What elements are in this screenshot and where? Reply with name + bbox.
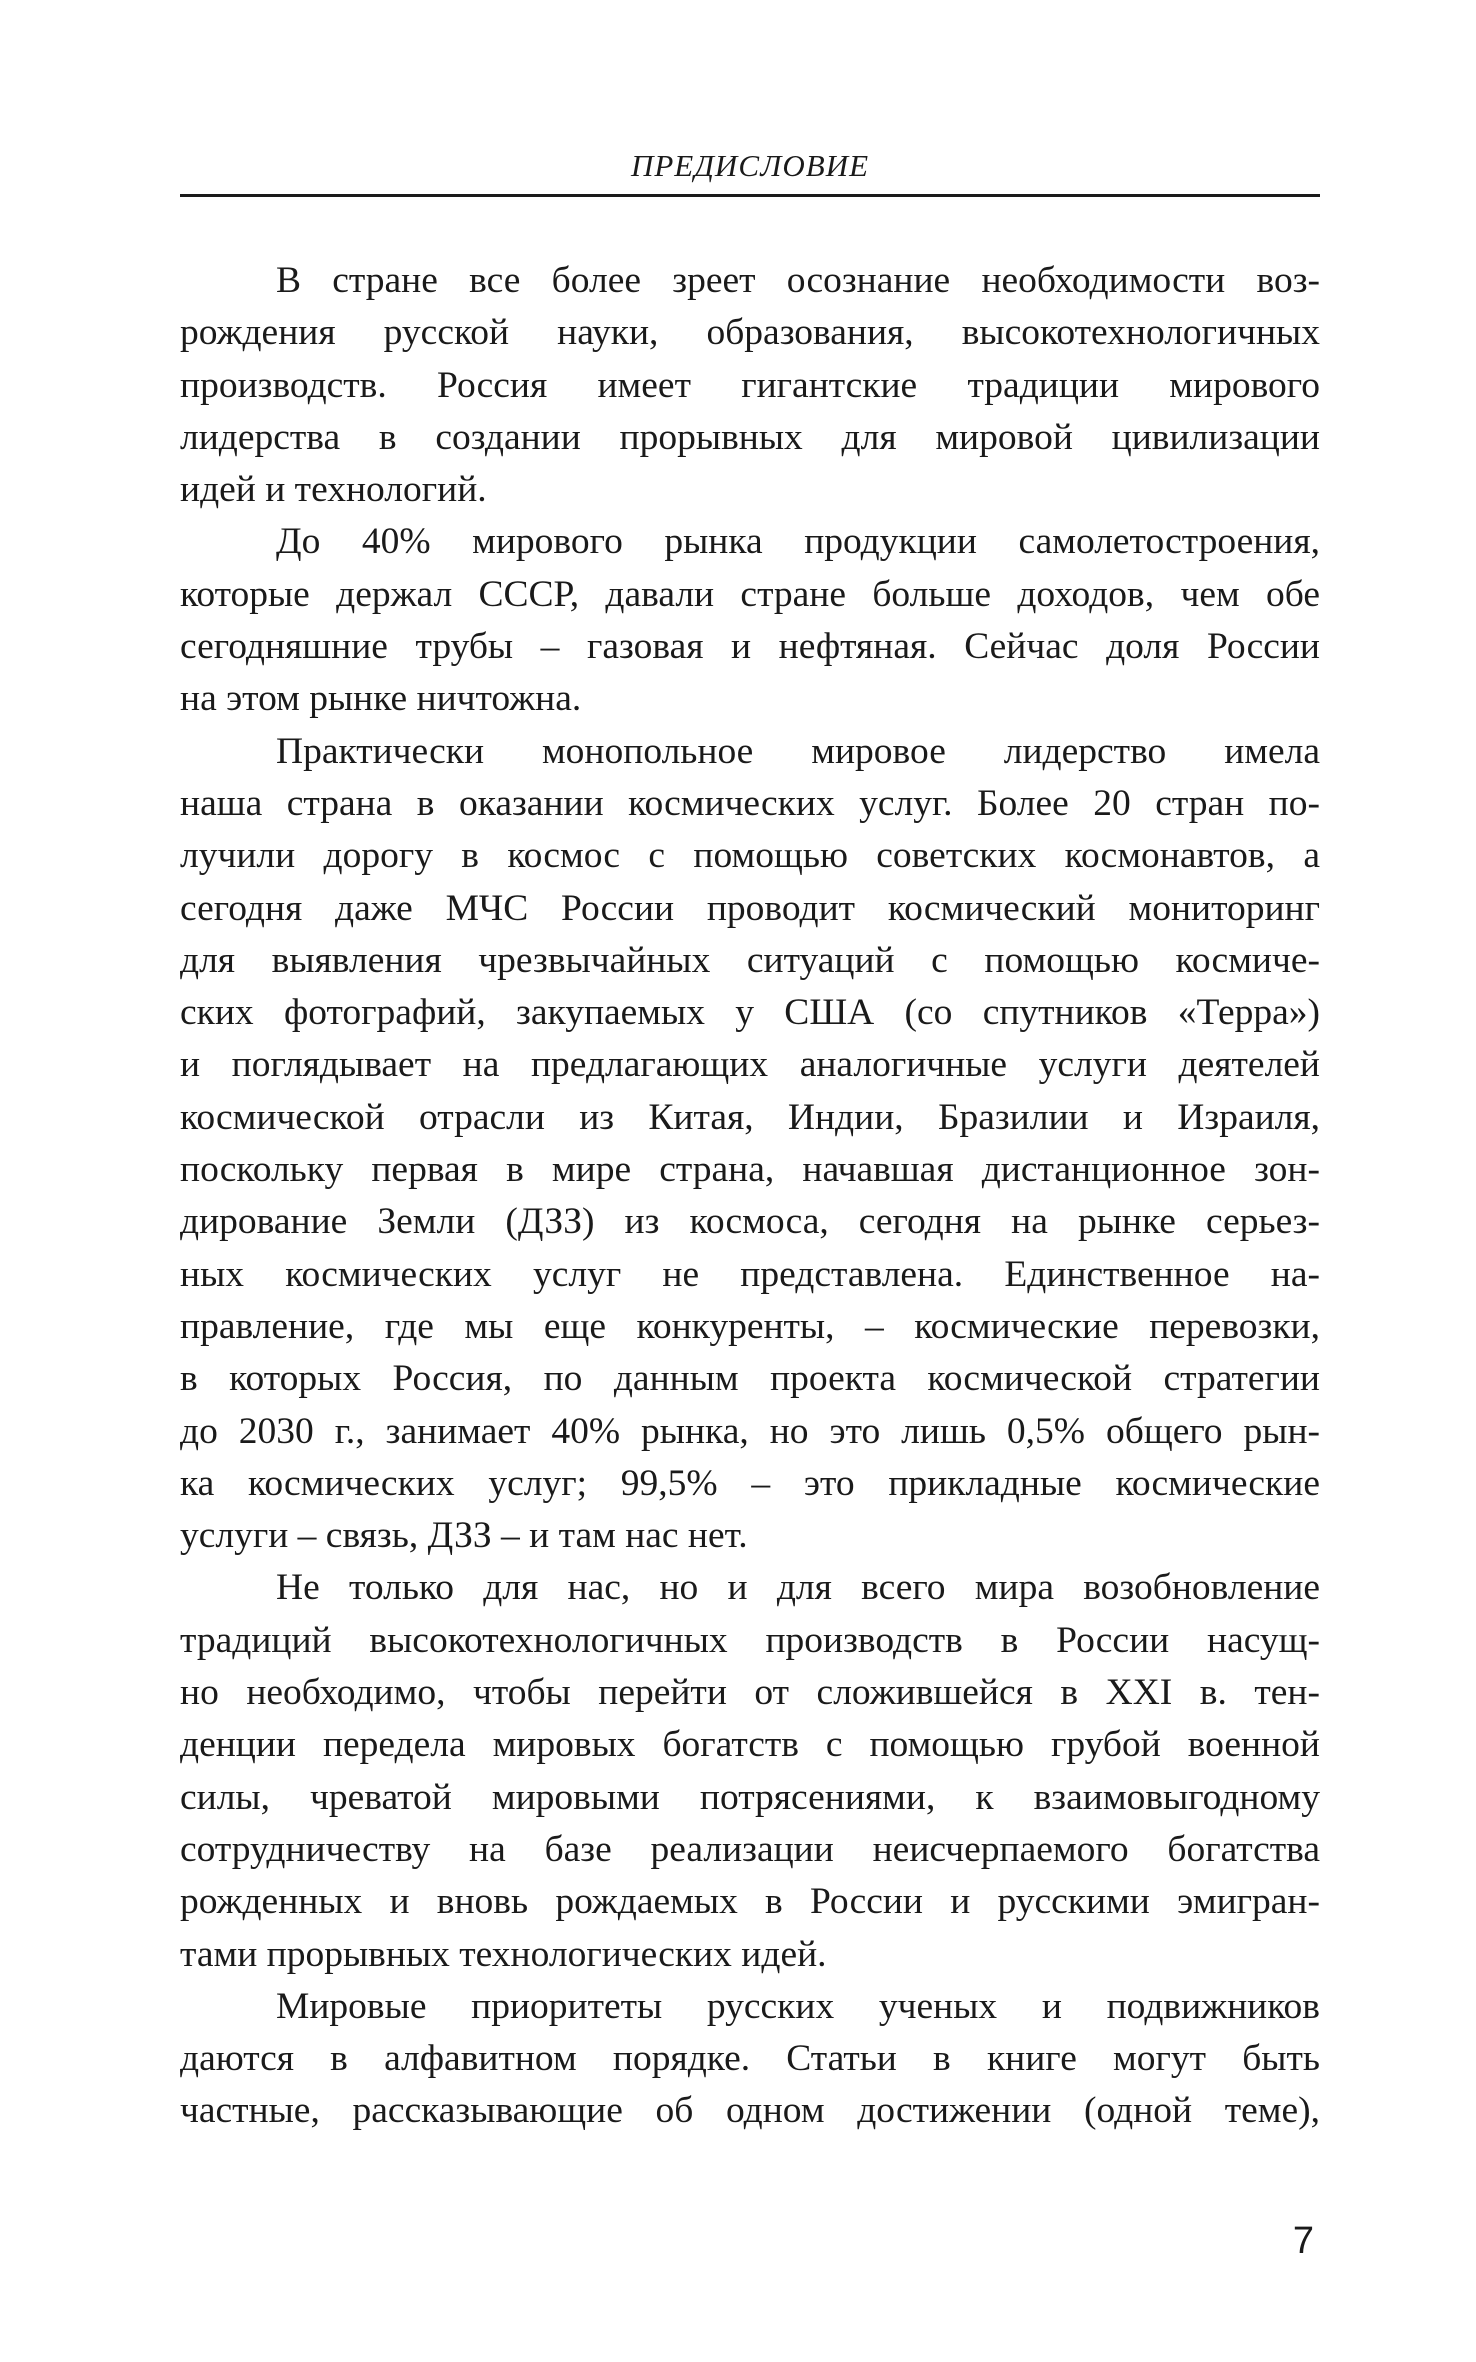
text-line: лучили дорогу в космос с помощью советских космонавтов, а — [180, 835, 1320, 877]
text-line: и поглядывает на предлагающих аналогичные услуги деятелей — [180, 1044, 1320, 1086]
text-line: до 2030 г., занимает 40% рынка, но это лишь 0,5% общего рын- — [180, 1410, 1320, 1452]
text-line: традиций высокотехнологичных производств в России насущ- — [180, 1619, 1320, 1661]
running-head: ПРЕДИСЛОВИЕ — [630, 148, 870, 183]
text-line: услуги – связь, ДЗЗ – и там нас нет. — [180, 1515, 748, 1557]
text-line: но необходимо, чтобы перейти от сложившейся в XXI в. тен- — [180, 1672, 1320, 1714]
text-line: даются в алфавитном порядке. Статьи в книге могут быть — [180, 2038, 1320, 2080]
page-number: 7 — [1292, 2220, 1314, 2262]
text-line: рожденных и вновь рождаемых в России и русскими эмигран- — [180, 1881, 1320, 1923]
text-line: сегодня даже МЧС России проводит космический мониторинг — [180, 887, 1320, 929]
text-line: в которых Россия, по данным проекта космической стратегии — [180, 1358, 1320, 1400]
text-line: производств. Россия имеет гигантские традиции мирового — [180, 364, 1320, 406]
text-line: космической отрасли из Китая, Индии, Бразилии и Израиля, — [180, 1096, 1320, 1138]
text-line: ных космических услуг не представлена. Единственное на- — [180, 1253, 1320, 1295]
text-line: силы, чреватой мировыми потрясениями, к взаимовыгодному — [180, 1776, 1320, 1818]
text-line: сегодняшние трубы – газовая и нефтяная. Сейчас доля России — [180, 626, 1320, 668]
text-line: лидерства в создании прорывных для мировой цивилизации — [180, 416, 1320, 458]
body-text — [180, 255, 1320, 2138]
text-line: частные, рассказывающие об одном достижении (одной теме), — [180, 2090, 1320, 2132]
text-line: В стране все более зреет осознание необходимости воз- — [276, 260, 1320, 301]
text-line: для выявления чрезвычайных ситуаций с помощью космиче- — [180, 939, 1320, 981]
text-line: ка космических услуг; 99,5% – это прикладные космические — [180, 1462, 1320, 1504]
text-line: Мировые приоритеты русских ученых и подвижников — [276, 1985, 1320, 2027]
text-line: Не только для нас, но и для всего мира возобновление — [276, 1567, 1320, 1609]
text-line: поскольку первая в мире страна, начавшая дистанционное зон- — [180, 1149, 1320, 1191]
text-line: До 40% мирового рынка продукции самолетостроения, — [276, 521, 1320, 563]
text-line: рождения русской науки, образования, высокотехнологичных — [180, 312, 1320, 354]
header-rule — [180, 194, 1320, 197]
text-line: на этом рынке ничтожна. — [180, 678, 582, 720]
text-line: денции передела мировых богатств с помощью грубой военной — [180, 1724, 1320, 1766]
text-line: тами прорывных технологических идей. — [180, 1933, 827, 1975]
text-line: которые держал СССР, давали стране больше доходов, чем обе — [180, 573, 1320, 615]
text-line: наша страна в оказании космических услуг. Более 20 стран по- — [180, 782, 1320, 824]
text-line: сотрудничеству на базе реализации неисчерпаемого богатства — [180, 1828, 1320, 1870]
text-line: ских фотографий, закупаемых у США (со спутников «Терра») — [180, 992, 1320, 1034]
text-line: Практически монопольное мировое лидерство имела — [276, 730, 1320, 772]
text-line: идей и технологий. — [180, 469, 487, 511]
text-line: дирование Земли (ДЗЗ) из космоса, сегодня на рынке серьез- — [180, 1201, 1320, 1243]
text-line: правление, где мы еще конкуренты, – космические перевозки, — [180, 1305, 1320, 1347]
